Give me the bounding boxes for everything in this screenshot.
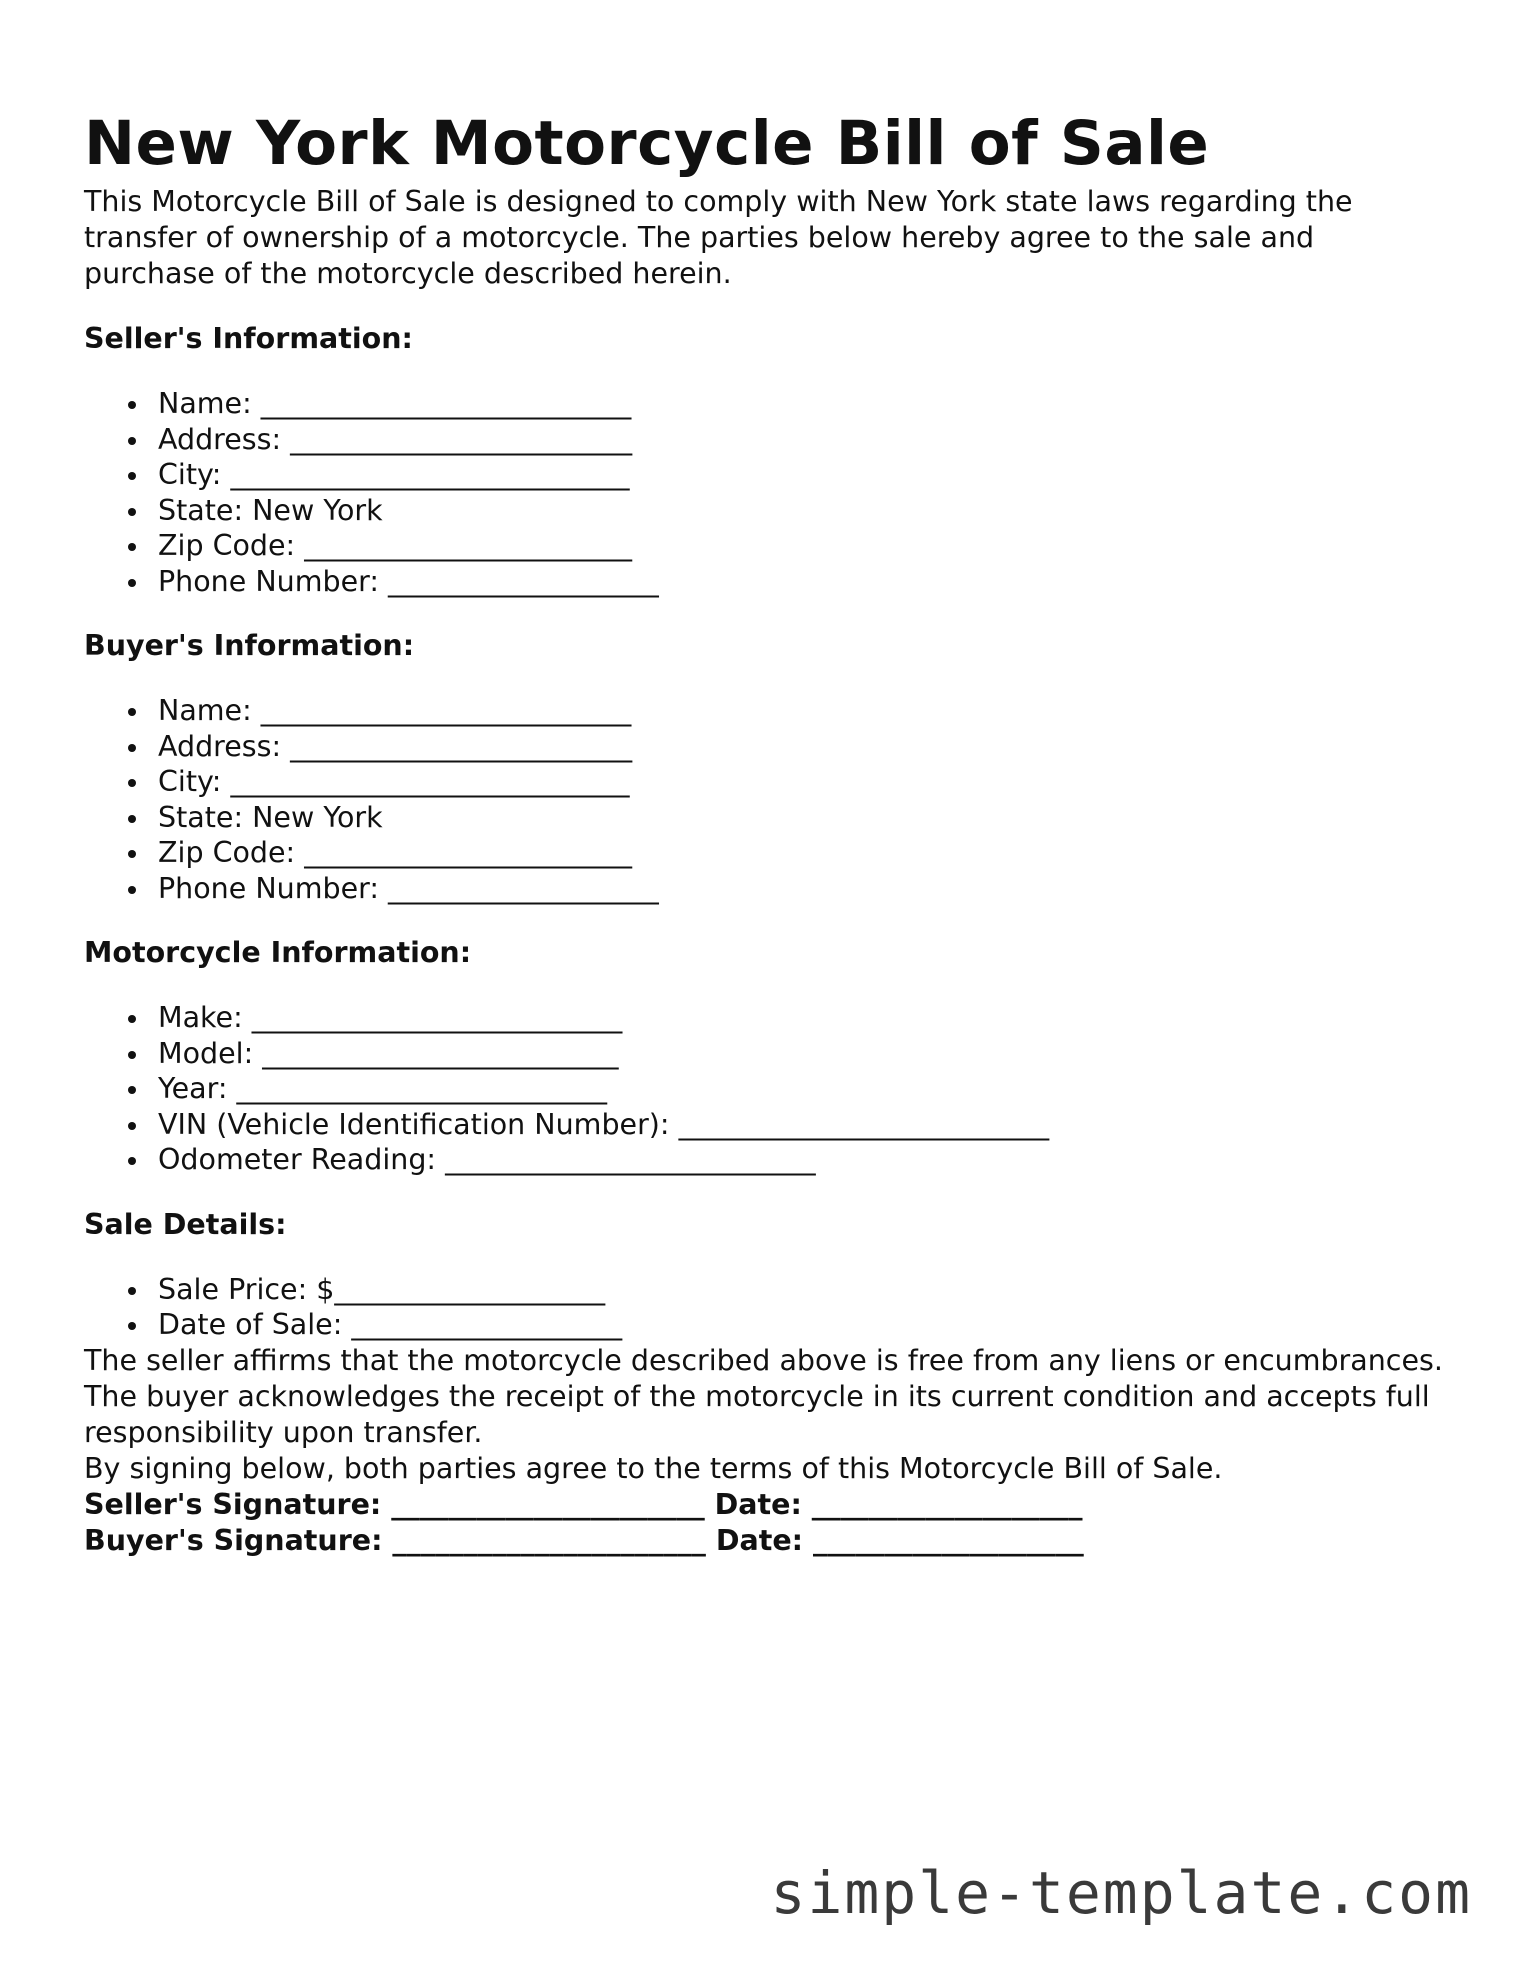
- seller-heading: Seller's Information:: [84, 322, 413, 355]
- watermark: simple-template.com: [770, 1859, 1472, 1927]
- motorcycle-heading: Motorcycle Information:: [84, 936, 472, 969]
- buyer-state-field: State: New York: [158, 800, 1444, 836]
- sale-date-field: Date of Sale: ___________________: [158, 1307, 1444, 1343]
- motorcycle-make-field: Make: __________________________: [158, 1000, 1444, 1036]
- seller-name-field: Name: __________________________: [158, 386, 1444, 422]
- buyer-city-field: City: ____________________________: [158, 764, 1444, 800]
- buyer-signature-line: Buyer's Signature: ______________________ Date: ___________________: [84, 1523, 1084, 1557]
- seller-list: [84, 386, 1444, 599]
- seller-city-field: City: ____________________________: [158, 457, 1444, 493]
- seller-state-field: State: New York: [158, 493, 1444, 529]
- buyer-zip-field: Zip Code: _______________________: [158, 835, 1444, 871]
- sale-heading: Sale Details:: [84, 1207, 287, 1241]
- buyer-list: [84, 693, 1444, 906]
- motorcycle-model-field: Model: _________________________: [158, 1036, 1444, 1072]
- document-page: [84, 104, 1444, 1559]
- seller-phone-field: Phone Number: ___________________: [158, 564, 1444, 600]
- buyer-address-field: Address: ________________________: [158, 729, 1444, 765]
- motorcycle-year-field: Year: __________________________: [158, 1071, 1444, 1107]
- motorcycle-list: [84, 1000, 1444, 1178]
- buyer-phone-field: Phone Number: ___________________: [158, 871, 1444, 907]
- agreement-paragraph: By signing below, both parties agree to the terms of this Motorcycle Bill of Sale.: [84, 1451, 1223, 1485]
- buyer-heading: Buyer's Information:: [84, 629, 415, 662]
- intro-paragraph: This Motorcycle Bill of Sale is designed to comply with New York state laws regarding the transfer of ownership of a motorcycle. The parties below hereby agree to the sale and purchase of the motorcycle described herein.: [84, 185, 1353, 290]
- motorcycle-odometer-field: Odometer Reading: __________________________: [158, 1142, 1444, 1178]
- seller-address-field: Address: ________________________: [158, 422, 1444, 458]
- sale-price-field: Sale Price: $___________________: [158, 1272, 1444, 1308]
- affirmation-paragraph: The seller affirms that the motorcycle described above is free from any liens or encumbrances. The buyer acknowledges the receipt of the motorcycle in its current condition and accepts full responsibility upon transfer.: [84, 1343, 1443, 1449]
- seller-zip-field: Zip Code: _______________________: [158, 528, 1444, 564]
- seller-signature-line: Seller's Signature: ______________________ Date: ___________________: [84, 1487, 1083, 1521]
- sale-list: [84, 1272, 1444, 1343]
- motorcycle-vin-field: VIN (Vehicle Identification Number): __________________________: [158, 1107, 1444, 1143]
- buyer-name-field: Name: __________________________: [158, 693, 1444, 729]
- page-title: New York Motorcycle Bill of Sale: [84, 108, 1210, 179]
